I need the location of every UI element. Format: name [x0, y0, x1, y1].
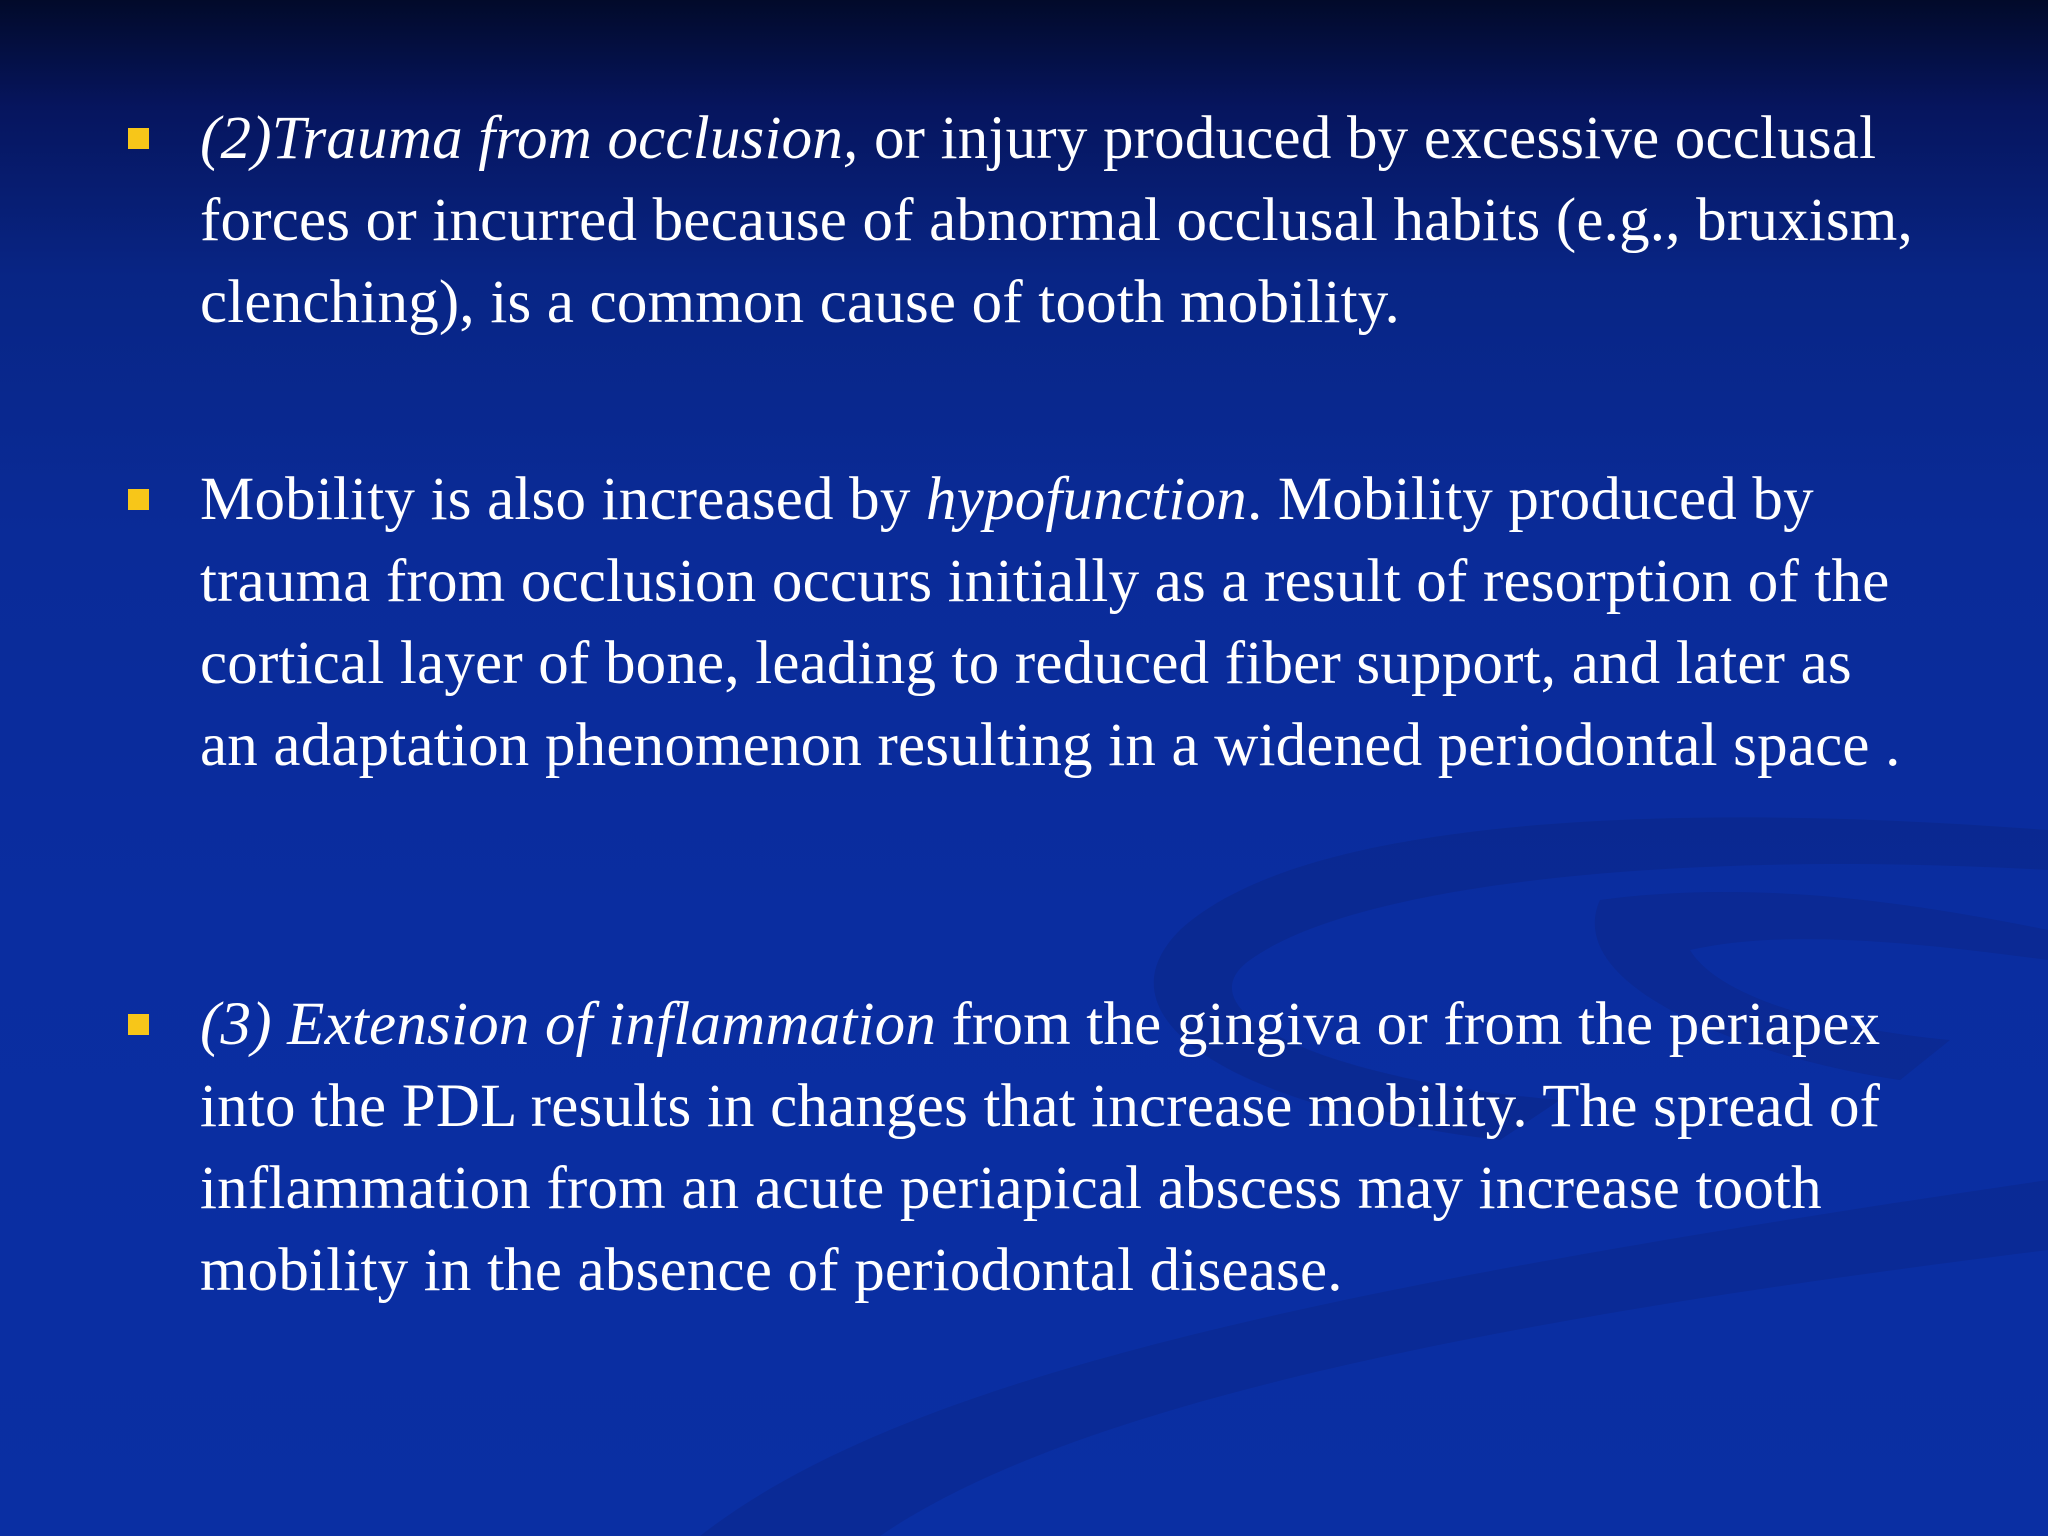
- body-text: Mobility is also increased by: [200, 466, 927, 533]
- body-text: from the gingiva or from the periapex into the PDL results in changes that increase mobility. The spread of inflammation from an acute periapical abscess may increase tooth mobility in the absence of periodontal disease.: [200, 991, 1881, 1304]
- bullet-text: [200, 459, 1920, 787]
- square-bullet-icon: [128, 1014, 149, 1035]
- bullet-item-trauma-from-occlusion: [200, 98, 1920, 344]
- emphasis-text: hypofunction: [926, 466, 1247, 533]
- bullet-item-hypofunction: [200, 459, 1920, 787]
- square-bullet-icon: [128, 489, 149, 510]
- body-text: or injury produced by excessive occlusal forces or incurred because of abnormal occlusal habits (e.g., bruxism, clenching), is a common cause of tooth mobility.: [200, 105, 1913, 336]
- bullet-text: [200, 984, 1920, 1312]
- square-bullet-icon: [128, 128, 149, 149]
- emphasis-text: (3) Extension of inflammation: [200, 991, 937, 1058]
- bullet-item-extension-of-inflammation: [200, 984, 1920, 1312]
- emphasis-text: (2)Trauma from occlusion,: [200, 105, 859, 172]
- body-text: . Mobility produced by trauma from occlusion occurs initially as a result of resorption of the cortical layer of bone, leading to reduced fiber support, and later as an adaptation phenomenon resulting in a widened periodontal space .: [200, 466, 1901, 779]
- bullet-text: [200, 98, 1920, 344]
